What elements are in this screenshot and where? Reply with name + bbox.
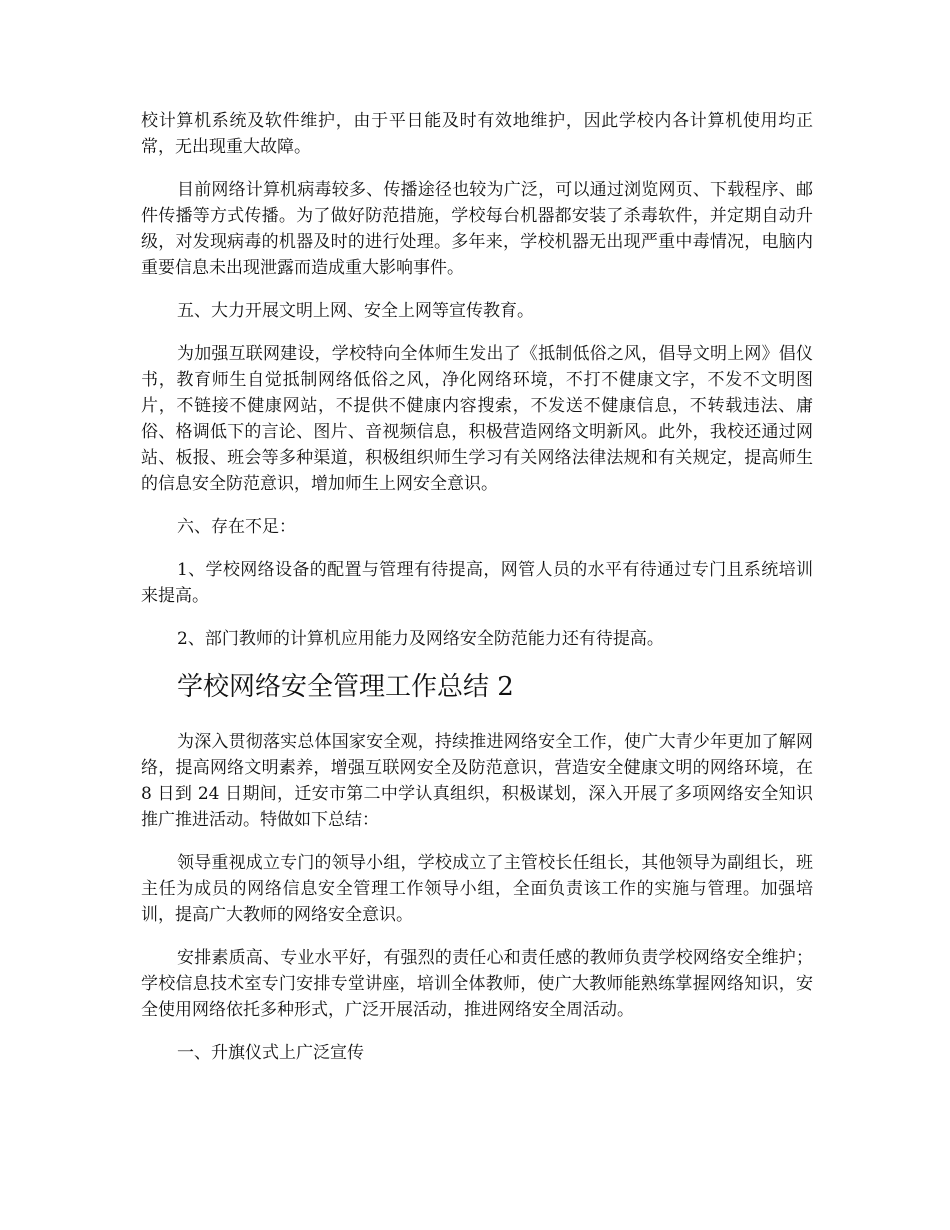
list-item: 1、学校网络设备的配置与管理有待提高，网管人员的水平有待通过专门且系统培训来提高。 <box>141 560 813 606</box>
section-heading-five: 五、大力开展文明上网、安全上网等宣传教育。 <box>177 301 534 321</box>
paragraph: 目前网络计算机病毒较多、传播途径也较为广泛，可以通过浏览网页、下载程序、邮件传播等方式传播。为了做好防范措施，学校每台机器都安装了杀毒软件，并定期自动升级，对发现病毒的机器及时的进行处理。多年来，学校机器无出现严重中毒情况，电脑内重要信息未出现泄露而造成重大影响事件。 <box>141 180 813 278</box>
section-heading-one: 一、升旗仪式上广泛宣传 <box>177 1043 364 1063</box>
paragraph: 领导重视成立专门的领导小组，学校成立了主管校长任组长，其他领导为副组长，班主任为成员的网络信息安全管理工作领导小组，全面负责该工作的实施与管理。加强培训，提高广大教师的网络安全意识。 <box>141 853 813 925</box>
list-item: 2、部门教师的计算机应用能力及网络安全防范能力还有待提高。 <box>177 629 664 649</box>
paragraph: 安排素质高、专业水平好，有强烈的责任心和责任感的教师负责学校网络安全维护；学校信息技术室专门安排专堂讲座，培训全体教师，使广大教师能熟练掌握网络知识，安全使用网络依托多种形式，广泛开展活动，推进网络安全周活动。 <box>141 948 813 1020</box>
paragraph: 校计算机系统及软件维护，由于平日能及时有效地维护，因此学校内各计算机使用均正常，无出现重大故障。 <box>141 111 813 157</box>
document-heading: 学校网络安全管理工作总结 2 <box>177 672 514 702</box>
paragraph: 为深入贯彻落实总体国家安全观，持续推进网络安全工作，使广大青少年更加了解网络，提高网络文明素养，增强互联网安全及防范意识，营造安全健康文明的网络环境，在 8 日到 24 日期间，迁安市第二中学认真组织，积极谋划，深入开展了多项网络安全知识推广推进活动。特做如下总结： <box>141 732 813 830</box>
section-heading-six: 六、存在不足： <box>177 517 296 537</box>
paragraph: 为加强互联网建设，学校特向全体师生发出了《抵制低俗之风，倡导文明上网》倡仪书，教育师生自觉抵制网络低俗之风，净化网络环境，不打不健康文字，不发不文明图片，不链接不健康网站，不提供不健康内容搜索，不发送不健康信息，不转载违法、庸俗、格调低下的言论、图片、音视频信息，积极营造网络文明新风。此外，我校还通过网站、板报、班会等多种渠道，积极组织师生学习有关网络法律法规和有关规定，提高师生的信息安全防范意识，增加师生上网安全意识。 <box>141 344 813 494</box>
document-body <box>141 108 813 1083</box>
